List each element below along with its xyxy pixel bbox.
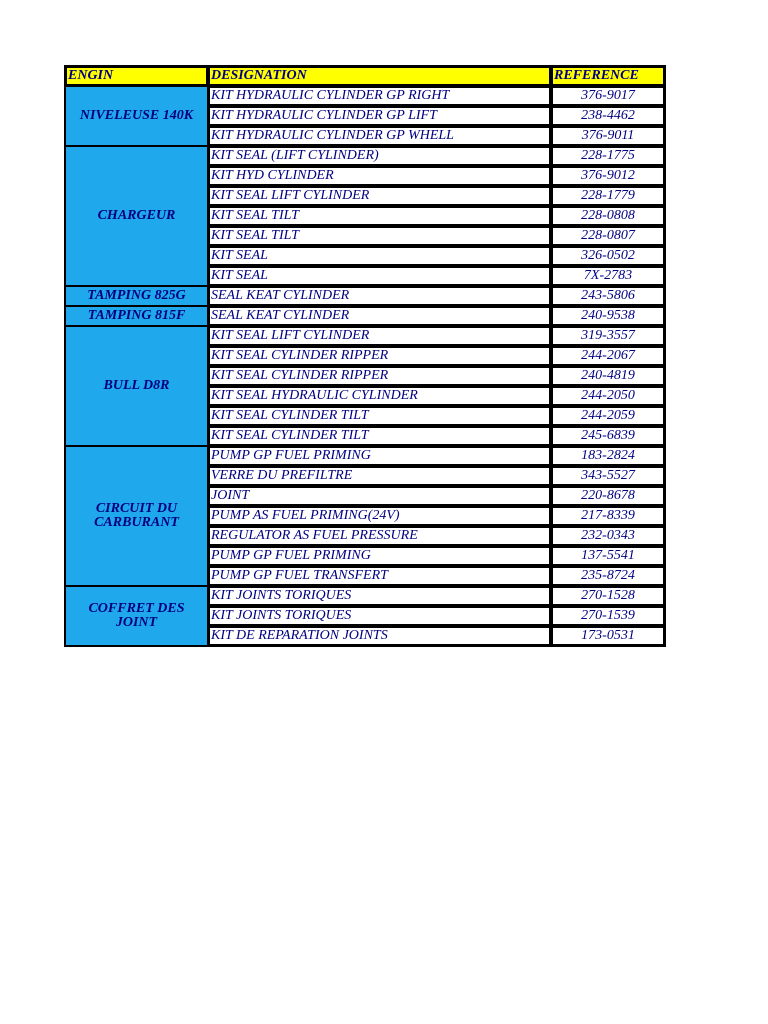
header-reference: REFERENCE <box>551 66 665 86</box>
reference-cell: 326-0502 <box>551 246 665 266</box>
designation-cell: KIT SEAL LIFT CYLINDER <box>208 186 551 206</box>
reference-cell: 244-2059 <box>551 406 665 426</box>
designation-cell: PUMP GP FUEL TRANSFERT <box>208 566 551 586</box>
designation-cell: PUMP GP FUEL PRIMING <box>208 546 551 566</box>
engine-cell: COFFRET DES JOINT <box>65 586 208 646</box>
header-designation: DESIGNATION <box>208 66 551 86</box>
reference-cell: 244-2067 <box>551 346 665 366</box>
engine-cell: NIVELEUSE 140K <box>65 86 208 146</box>
engine-cell: TAMPING 815F <box>65 306 208 326</box>
designation-cell: KIT SEAL <box>208 266 551 286</box>
parts-table <box>64 65 666 647</box>
engine-cell: TAMPING 825G <box>65 286 208 306</box>
designation-cell: KIT SEAL HYDRAULIC CYLINDER <box>208 386 551 406</box>
designation-cell: KIT SEAL LIFT CYLINDER <box>208 326 551 346</box>
designation-cell: PUMP GP FUEL PRIMING <box>208 446 551 466</box>
reference-cell: 376-9011 <box>551 126 665 146</box>
reference-cell: 220-8678 <box>551 486 665 506</box>
designation-cell: REGULATOR AS FUEL PRESSURE <box>208 526 551 546</box>
reference-cell: 228-1779 <box>551 186 665 206</box>
reference-cell: 228-0807 <box>551 226 665 246</box>
designation-cell: KIT SEAL (LIFT CYLINDER) <box>208 146 551 166</box>
designation-cell: JOINT <box>208 486 551 506</box>
reference-cell: 243-5806 <box>551 286 665 306</box>
reference-cell: 232-0343 <box>551 526 665 546</box>
engine-cell: CIRCUIT DU CARBURANT <box>65 446 208 586</box>
reference-cell: 245-6839 <box>551 426 665 446</box>
reference-cell: 173-0531 <box>551 626 665 646</box>
table-body <box>65 86 665 646</box>
table-row <box>65 586 665 606</box>
designation-cell: KIT HYDRAULIC CYLINDER GP RIGHT <box>208 86 551 106</box>
reference-cell: 7X-2783 <box>551 266 665 286</box>
designation-cell: KIT DE REPARATION JOINTS <box>208 626 551 646</box>
reference-cell: 137-5541 <box>551 546 665 566</box>
designation-cell: KIT SEAL CYLINDER RIPPER <box>208 346 551 366</box>
designation-cell: KIT HYDRAULIC CYLINDER GP WHELL <box>208 126 551 146</box>
designation-cell: KIT JOINTS TORIQUES <box>208 586 551 606</box>
designation-cell: SEAL KEAT CYLINDER <box>208 306 551 326</box>
designation-cell: PUMP AS FUEL PRIMING(24V) <box>208 506 551 526</box>
reference-cell: 240-9538 <box>551 306 665 326</box>
reference-cell: 240-4819 <box>551 366 665 386</box>
designation-cell: KIT HYD CYLINDER <box>208 166 551 186</box>
table-row <box>65 86 665 106</box>
designation-cell: KIT SEAL CYLINDER TILT <box>208 426 551 446</box>
reference-cell: 244-2050 <box>551 386 665 406</box>
table-row <box>65 326 665 346</box>
reference-cell: 235-8724 <box>551 566 665 586</box>
designation-cell: VERRE DU PREFILTRE <box>208 466 551 486</box>
reference-cell: 270-1528 <box>551 586 665 606</box>
table-row <box>65 146 665 166</box>
reference-cell: 319-3557 <box>551 326 665 346</box>
designation-cell: KIT HYDRAULIC CYLINDER GP LIFT <box>208 106 551 126</box>
reference-cell: 217-8339 <box>551 506 665 526</box>
reference-cell: 183-2824 <box>551 446 665 466</box>
designation-cell: KIT SEAL CYLINDER TILT <box>208 406 551 426</box>
designation-cell: KIT SEAL TILT <box>208 206 551 226</box>
header-engin: ENGIN <box>65 66 208 86</box>
reference-cell: 228-0808 <box>551 206 665 226</box>
designation-cell: KIT SEAL CYLINDER RIPPER <box>208 366 551 386</box>
designation-cell: KIT SEAL TILT <box>208 226 551 246</box>
designation-cell: SEAL KEAT CYLINDER <box>208 286 551 306</box>
reference-cell: 270-1539 <box>551 606 665 626</box>
reference-cell: 238-4462 <box>551 106 665 126</box>
table-row <box>65 446 665 466</box>
reference-cell: 343-5527 <box>551 466 665 486</box>
header-row <box>65 66 665 86</box>
reference-cell: 376-9012 <box>551 166 665 186</box>
table-row <box>65 306 665 326</box>
designation-cell: KIT SEAL <box>208 246 551 266</box>
engine-cell: BULL D8R <box>65 326 208 446</box>
reference-cell: 228-1775 <box>551 146 665 166</box>
table-row <box>65 286 665 306</box>
engine-cell: CHARGEUR <box>65 146 208 286</box>
designation-cell: KIT JOINTS TORIQUES <box>208 606 551 626</box>
reference-cell: 376-9017 <box>551 86 665 106</box>
